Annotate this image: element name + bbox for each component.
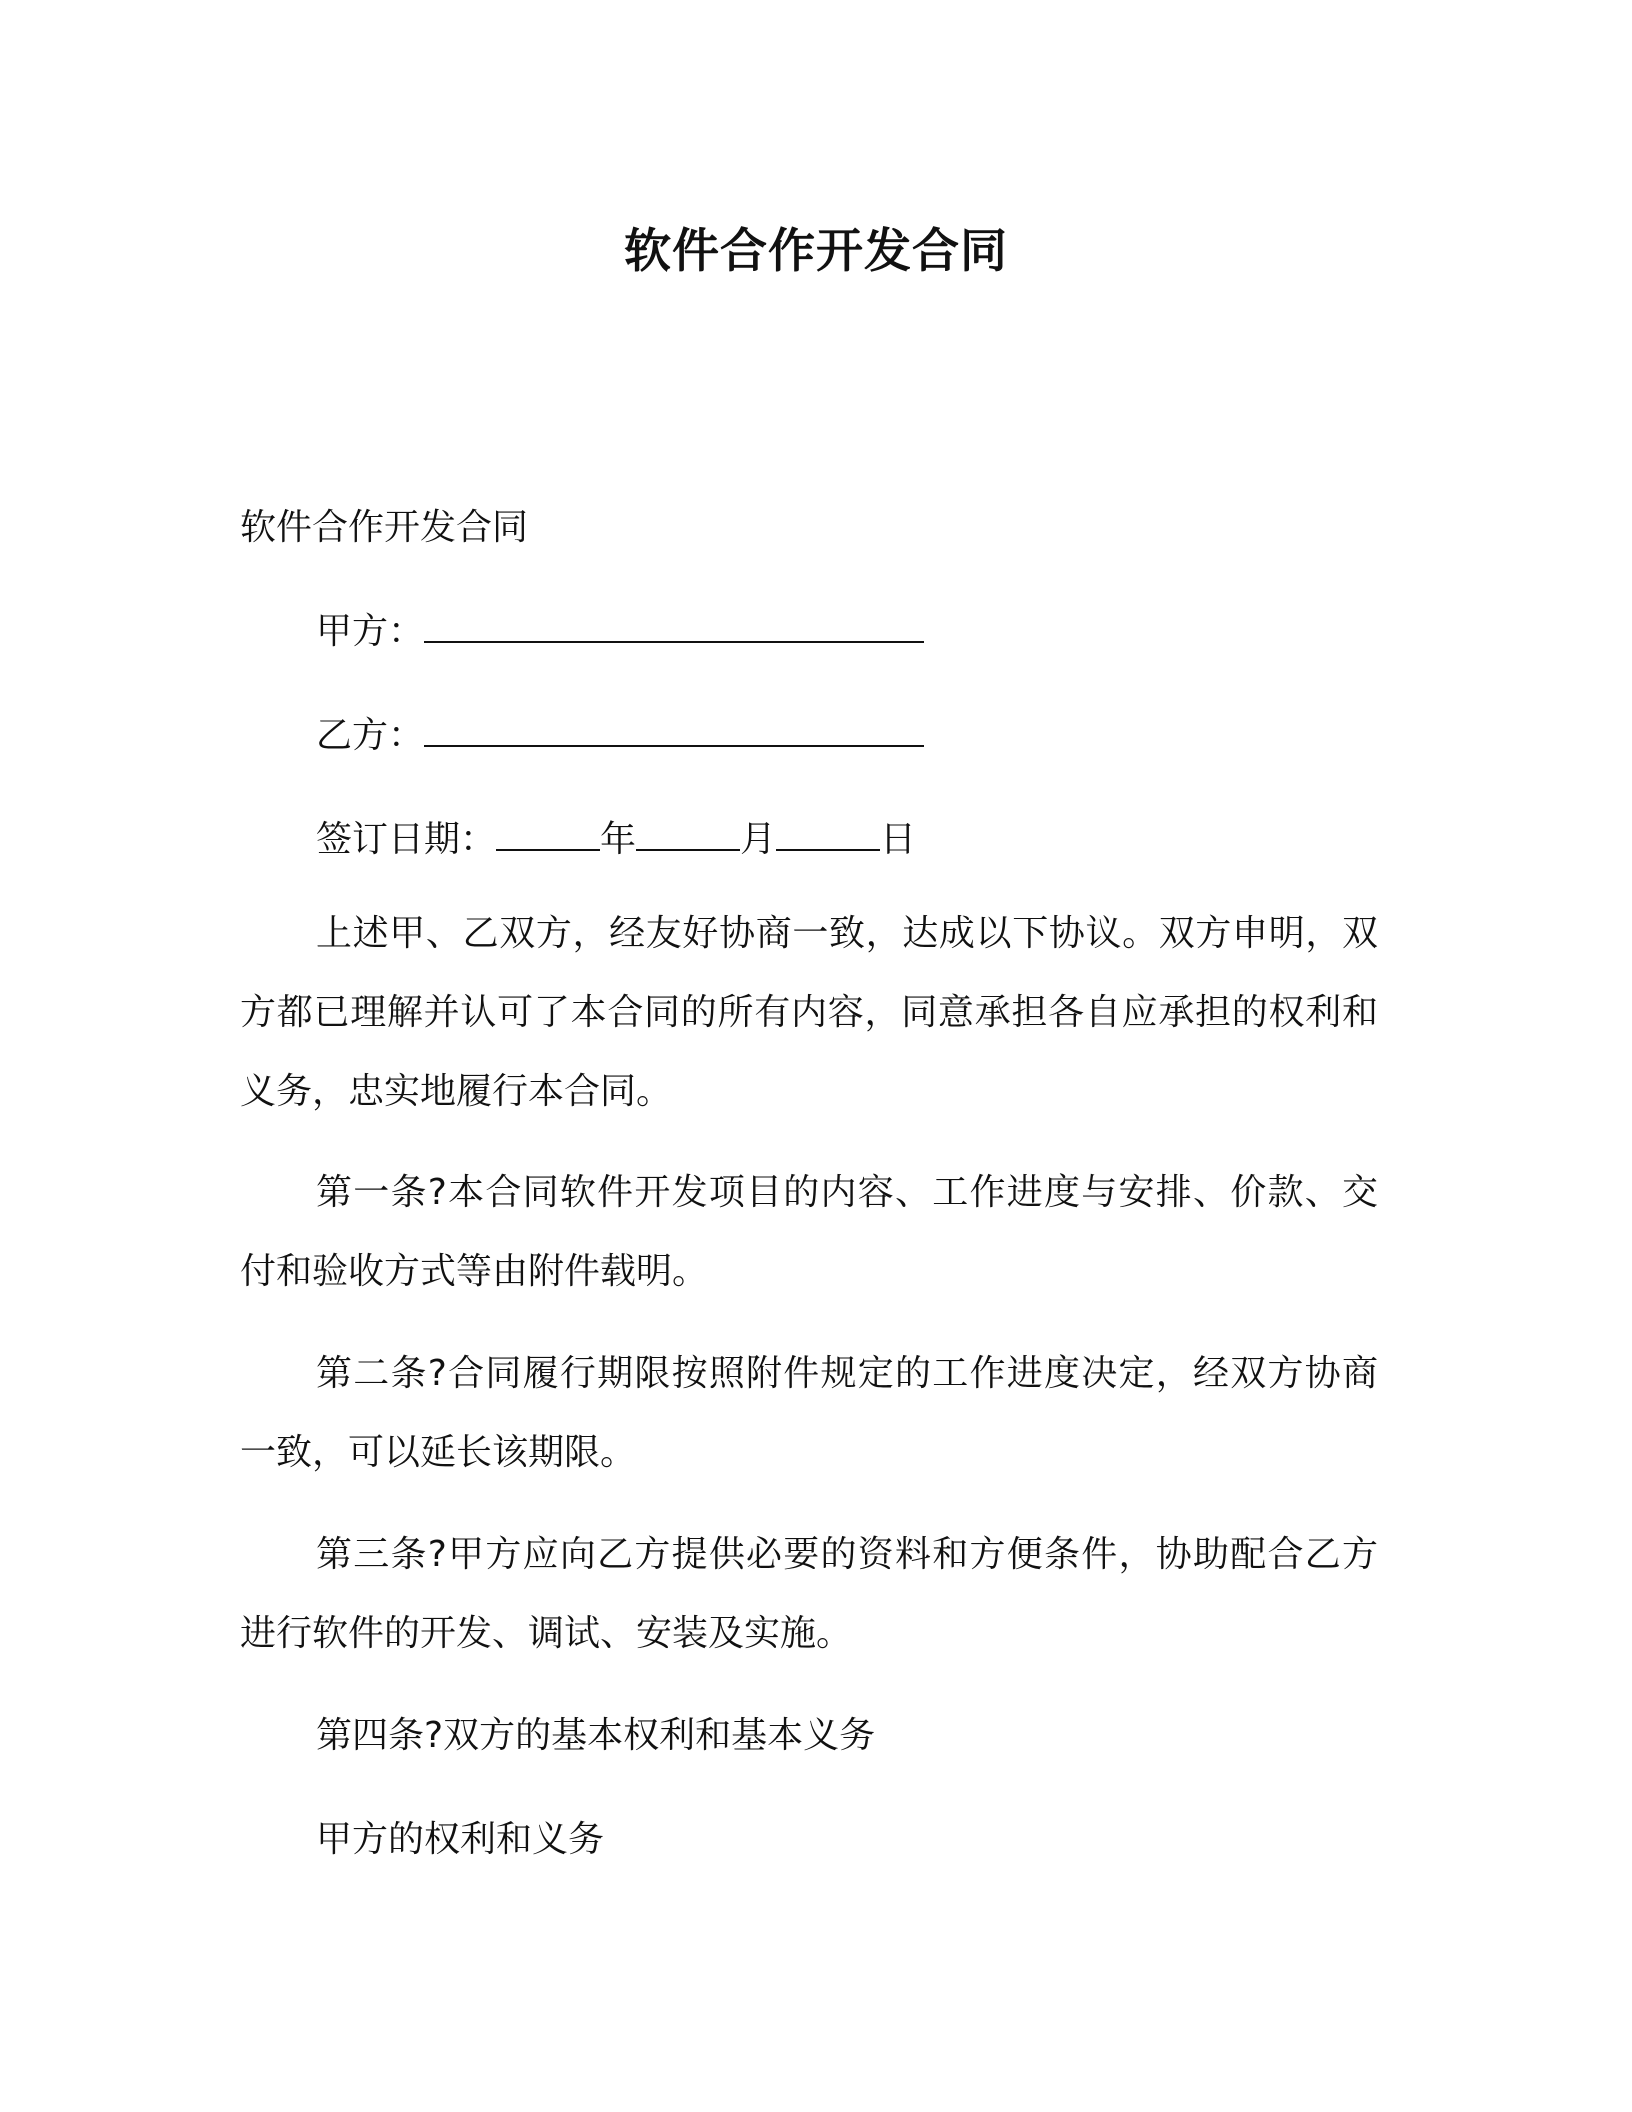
year-label: 年 — [600, 819, 637, 860]
day-label: 日 — [880, 819, 917, 860]
month-label: 月 — [740, 819, 777, 860]
party-b-blank — [424, 709, 924, 747]
article-1: 第一条?本合同软件开发项目的内容、工作进度与安排、价款、交付和验收方式等由附件载明。 — [240, 1172, 1378, 1292]
party-a-blank — [424, 605, 924, 643]
document-title: 软件合作开发合同 — [624, 224, 1008, 279]
contract-subtitle: 软件合作开发合同 — [240, 507, 529, 548]
article-3: 第三条?甲方应向乙方提供必要的资料和方便条件，协助配合乙方进行软件的开发、调试、安装及实施。 — [240, 1534, 1378, 1654]
party-b-line — [316, 696, 1454, 775]
day-blank — [776, 813, 880, 851]
article-2: 第二条?合同履行期限按照附件规定的工作进度决定，经双方协商一致，可以延长该期限。 — [240, 1353, 1378, 1473]
party-b-label: 乙方： — [316, 715, 425, 756]
article-4: 第四条?双方的基本权利和基本义务 — [316, 1715, 876, 1756]
party-a-label: 甲方： — [316, 611, 425, 652]
party-a-rights-heading: 甲方的权利和义务 — [316, 1819, 605, 1860]
party-a-line — [316, 592, 1454, 671]
sign-date-line — [316, 800, 1454, 879]
sign-date-label: 签订日期： — [316, 819, 497, 860]
year-blank — [496, 813, 600, 851]
month-blank — [636, 813, 740, 851]
intro-paragraph: 上述甲、乙双方，经友好协商一致，达成以下协议。双方申明，双方都已理解并认可了本合同的所有内容，同意承担各自应承担的权利和义务，忠实地履行本合同。 — [240, 913, 1378, 1112]
